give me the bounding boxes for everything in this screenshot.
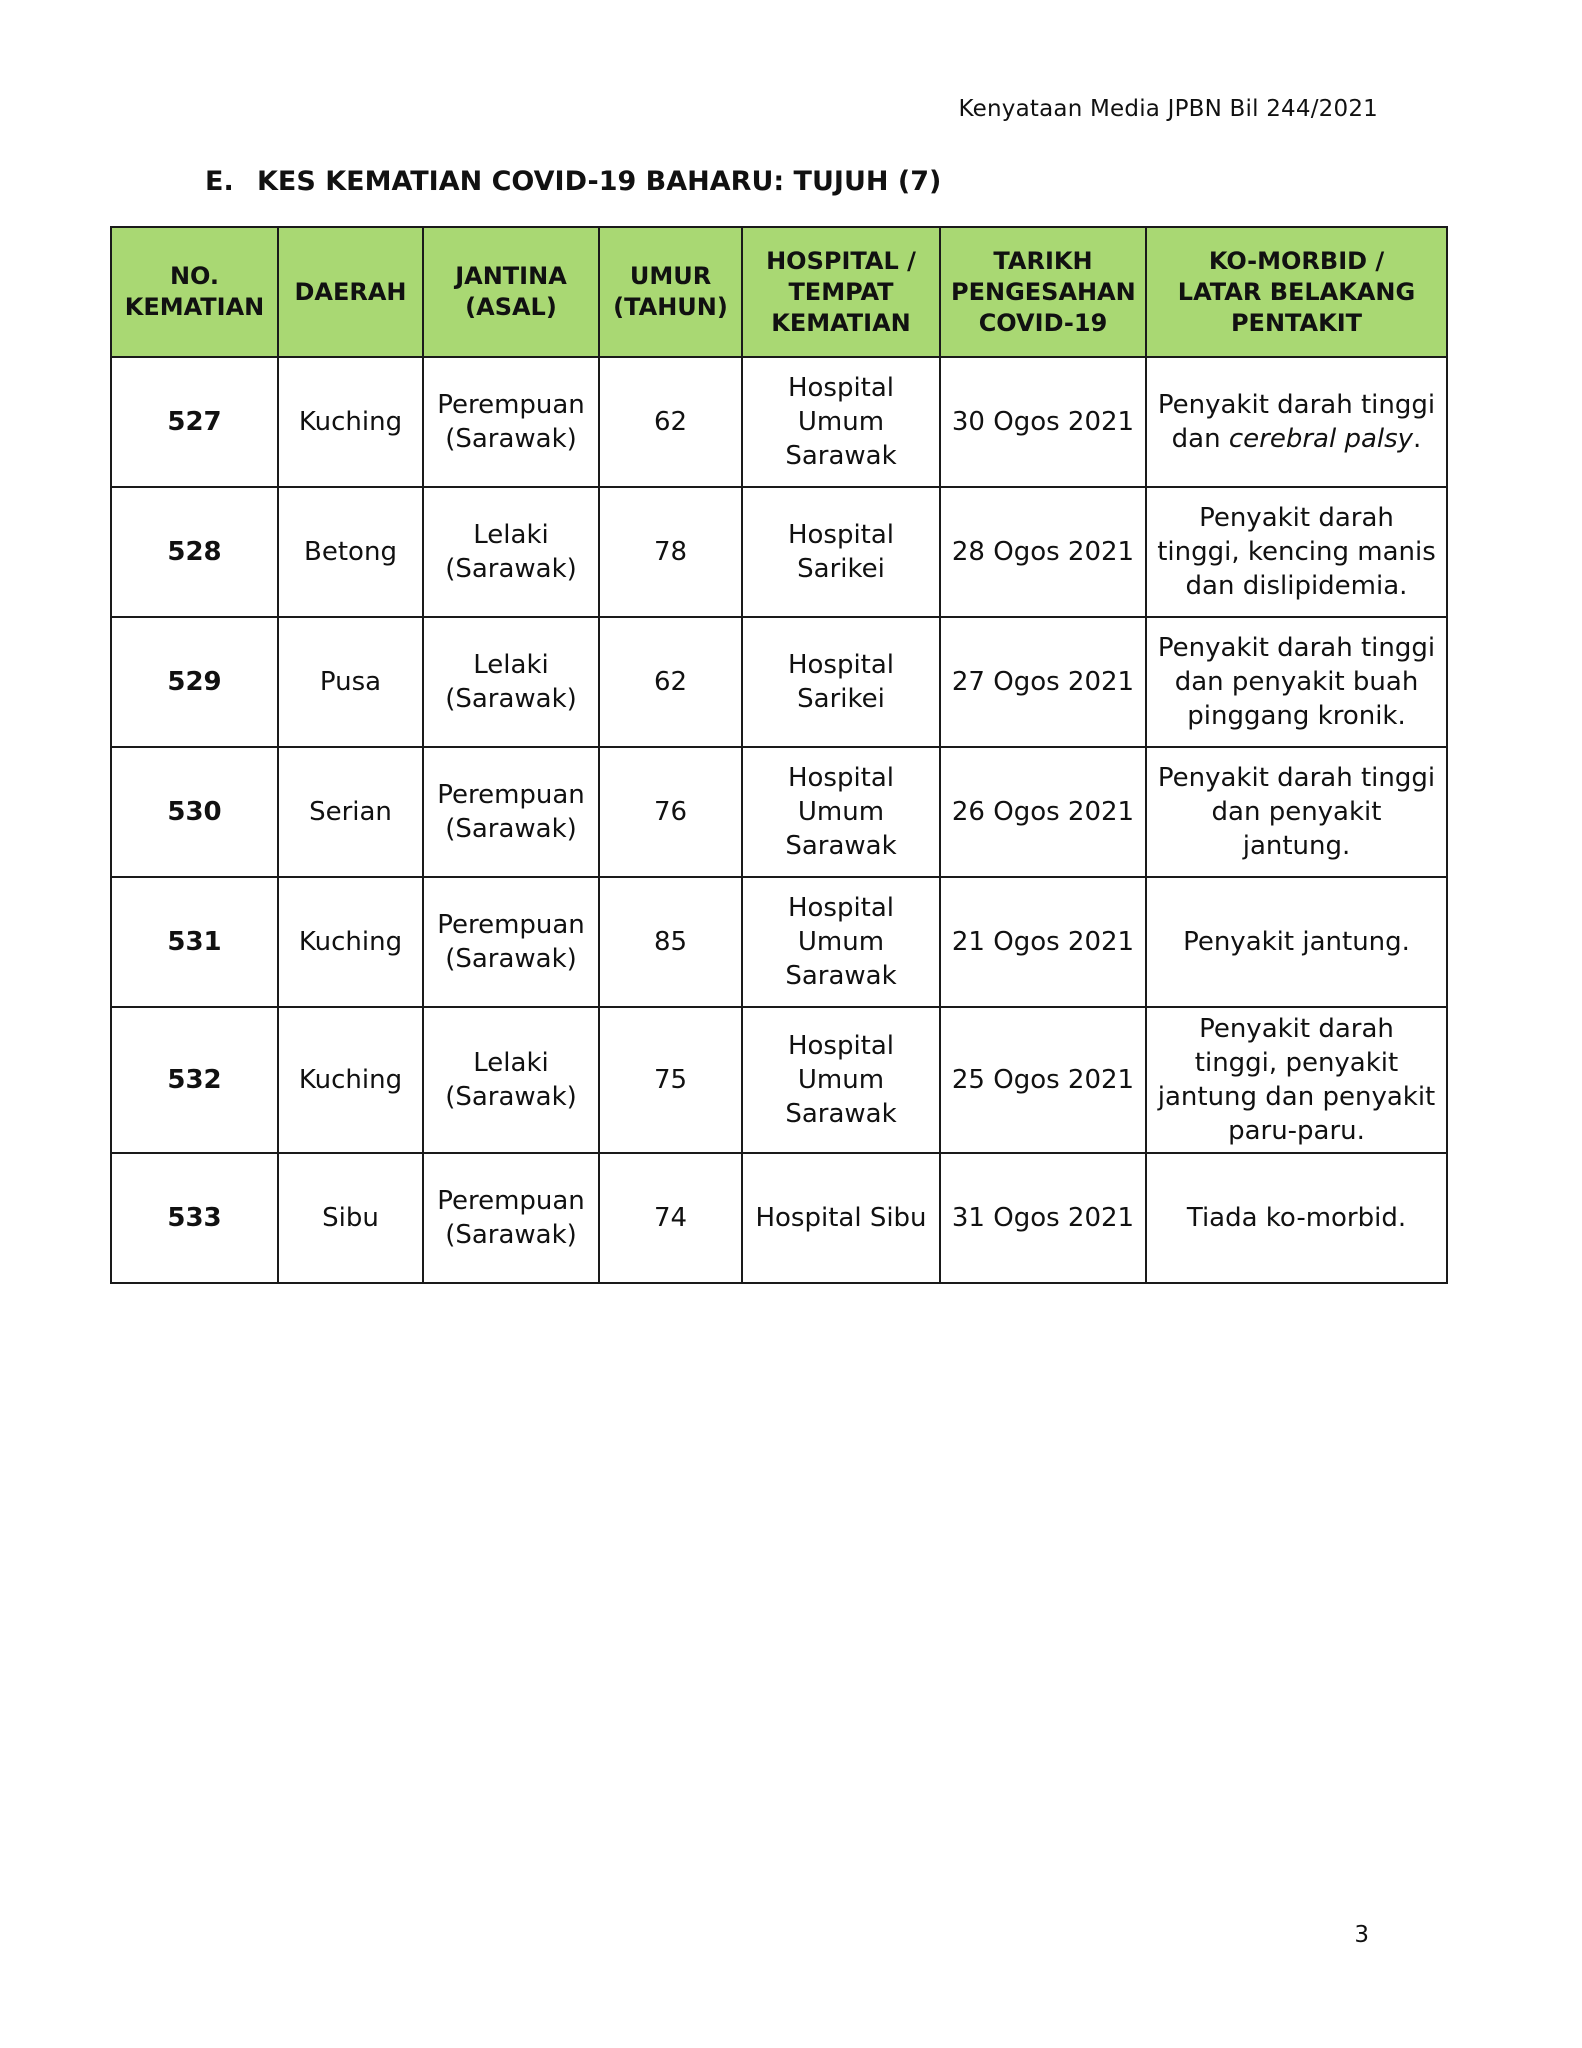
cell-tarikh: 25 Ogos 2021 [940, 1007, 1146, 1153]
cell-daerah: Pusa [278, 617, 423, 747]
cell-text: Penyakit darah tinggi [1157, 633, 1436, 663]
cell-line: (TAHUN) [613, 293, 728, 321]
cell-line: TARIKH [993, 246, 1093, 275]
cell-daerah: Kuching [278, 357, 423, 487]
cell-tarikh: 26 Ogos 2021 [940, 747, 1146, 877]
header-jantina [423, 227, 599, 357]
cell-hospital [742, 357, 940, 487]
cell-komorbid [1146, 487, 1447, 617]
cell-jantina [423, 617, 599, 747]
document-reference: Kenyataan Media JPBN Bil 244/2021 [958, 96, 1378, 122]
cell-line: KEMATIAN [124, 293, 265, 321]
section-title: KES KEMATIAN COVID-19 BAHARU: TUJUH (7) [257, 166, 942, 197]
cell-daerah: Betong [278, 487, 423, 617]
cell-line: (ASAL) [465, 293, 557, 321]
cell-komorbid [1146, 747, 1447, 877]
cell-line: UMUR [629, 262, 712, 290]
cell-hospital [742, 487, 940, 617]
cell-no-kematian: 527 [111, 357, 278, 487]
cell-line: Perempuan [437, 780, 585, 810]
cell-line: HOSPITAL / [766, 246, 916, 275]
page-number: 3 [1354, 1922, 1369, 1948]
cell-line: KEMATIAN [771, 308, 911, 337]
cell-line: NO. [169, 262, 220, 290]
cell-text: tinggi, kencing manis [1157, 537, 1436, 567]
cell-line: JANTINA [455, 262, 567, 290]
cell-komorbid [1146, 877, 1447, 1007]
table-row [111, 617, 1447, 747]
cell-line: Hospital [787, 373, 895, 403]
cell-jantina [423, 1153, 599, 1283]
cell-jantina [423, 487, 599, 617]
table-header-row [111, 227, 1447, 357]
cell-tarikh: 21 Ogos 2021 [940, 877, 1146, 1007]
cell-tarikh: 27 Ogos 2021 [940, 617, 1146, 747]
cell-tarikh: 28 Ogos 2021 [940, 487, 1146, 617]
cell-daerah: Sibu [278, 1153, 423, 1283]
cell-line: Sarawak [785, 961, 897, 991]
header-tarikh [940, 227, 1146, 357]
table-row [111, 747, 1447, 877]
cell-line: (Sarawak) [445, 814, 577, 844]
cell-line: Sarawak [785, 1099, 897, 1129]
cell-text: Penyakit darah tinggi [1157, 763, 1436, 793]
cell-line: Hospital [787, 1031, 895, 1061]
cell-no-kematian: 530 [111, 747, 278, 877]
cell-komorbid [1146, 357, 1447, 487]
cell-text: Penyakit darah [1199, 503, 1394, 533]
cell-line: Hospital [787, 763, 895, 793]
cell-line: TEMPAT [788, 277, 894, 306]
cell-line: Lelaki [473, 520, 549, 550]
cell-line: KO-MORBID / [1208, 246, 1385, 275]
cell-line: Umum [797, 797, 885, 827]
cell-line: PENGESAHAN [951, 277, 1136, 306]
cell-text: tinggi, penyakit [1194, 1048, 1399, 1078]
cell-text: dan [1171, 424, 1229, 454]
cell-italic-term: cerebral palsy [1228, 424, 1414, 454]
cell-jantina [423, 747, 599, 877]
cell-komorbid [1146, 617, 1447, 747]
cell-line: (Sarawak) [445, 424, 577, 454]
table-row [111, 487, 1447, 617]
cell-jantina [423, 877, 599, 1007]
cell-text: dan penyakit buah [1174, 667, 1419, 697]
header-komorbid [1146, 227, 1447, 357]
cell-line: Umum [797, 407, 885, 437]
cell-text: Tiada ko-morbid. [1186, 1203, 1407, 1233]
cell-line: Perempuan [437, 1186, 585, 1216]
cell-text: . [1413, 424, 1422, 454]
cell-line: DAERAH [294, 277, 407, 306]
header-umur [599, 227, 742, 357]
cell-text: dan penyakit [1211, 797, 1382, 827]
cell-line: Sarikei [797, 554, 885, 584]
cell-line: (Sarawak) [445, 1220, 577, 1250]
cell-umur: 62 [599, 617, 742, 747]
cell-line: (Sarawak) [445, 1082, 577, 1112]
cell-line: Umum [797, 1065, 885, 1095]
cell-line: LATAR BELAKANG [1177, 277, 1416, 306]
cell-umur: 85 [599, 877, 742, 1007]
cell-umur: 78 [599, 487, 742, 617]
cell-text: paru-paru. [1228, 1116, 1365, 1146]
cell-text: Penyakit darah [1199, 1014, 1394, 1044]
cell-text: jantung dan penyakit [1157, 1082, 1436, 1112]
cell-line: PENTAKIT [1230, 308, 1363, 337]
cell-umur: 76 [599, 747, 742, 877]
cell-line: Lelaki [473, 1048, 549, 1078]
cell-no-kematian: 531 [111, 877, 278, 1007]
cell-tarikh: 30 Ogos 2021 [940, 357, 1146, 487]
cell-umur: 75 [599, 1007, 742, 1153]
cell-text: jantung. [1242, 831, 1351, 861]
cell-line: Sarawak [785, 831, 897, 861]
section-heading [205, 166, 941, 197]
table-row [111, 1153, 1447, 1283]
cell-line: Lelaki [473, 650, 549, 680]
table-row [111, 1007, 1447, 1153]
cell-line: Perempuan [437, 390, 585, 420]
cell-line: Hospital [787, 893, 895, 923]
table-row [111, 877, 1447, 1007]
cell-line: (Sarawak) [445, 554, 577, 584]
cell-no-kematian: 532 [111, 1007, 278, 1153]
header-daerah [278, 227, 423, 357]
cell-no-kematian: 528 [111, 487, 278, 617]
cell-text: Penyakit jantung. [1183, 927, 1410, 957]
cell-hospital [742, 877, 940, 1007]
section-letter: E. [205, 166, 234, 197]
cell-jantina [423, 357, 599, 487]
cell-umur: 74 [599, 1153, 742, 1283]
cell-line: Sarawak [785, 441, 897, 471]
table-row [111, 357, 1447, 487]
cell-text: Penyakit darah tinggi [1157, 390, 1436, 420]
header-no-kematian [111, 227, 278, 357]
cell-hospital [742, 617, 940, 747]
cell-line: Perempuan [437, 910, 585, 940]
cell-line: Hospital [787, 650, 895, 680]
cell-komorbid [1146, 1153, 1447, 1283]
cell-no-kematian: 529 [111, 617, 278, 747]
cell-daerah: Serian [278, 747, 423, 877]
cell-text: dan dislipidemia. [1185, 571, 1408, 601]
cell-line: Hospital [787, 520, 895, 550]
cell-umur: 62 [599, 357, 742, 487]
cell-no-kematian: 533 [111, 1153, 278, 1283]
cell-hospital [742, 747, 940, 877]
cell-jantina [423, 1007, 599, 1153]
header-hospital [742, 227, 940, 357]
cell-hospital [742, 1007, 940, 1153]
cell-daerah: Kuching [278, 877, 423, 1007]
cell-line: COVID-19 [978, 308, 1108, 337]
cell-line: (Sarawak) [445, 684, 577, 714]
cell-text: pinggang kronik. [1187, 701, 1406, 731]
cell-line: Hospital Sibu [755, 1203, 927, 1233]
cell-hospital [742, 1153, 940, 1283]
cell-line: Umum [797, 927, 885, 957]
cell-komorbid [1146, 1007, 1447, 1153]
cell-line: Sarikei [797, 684, 885, 714]
cell-tarikh: 31 Ogos 2021 [940, 1153, 1146, 1283]
covid-deaths-table [110, 226, 1448, 1284]
cell-line: (Sarawak) [445, 944, 577, 974]
cell-daerah: Kuching [278, 1007, 423, 1153]
table-body [111, 357, 1447, 1283]
